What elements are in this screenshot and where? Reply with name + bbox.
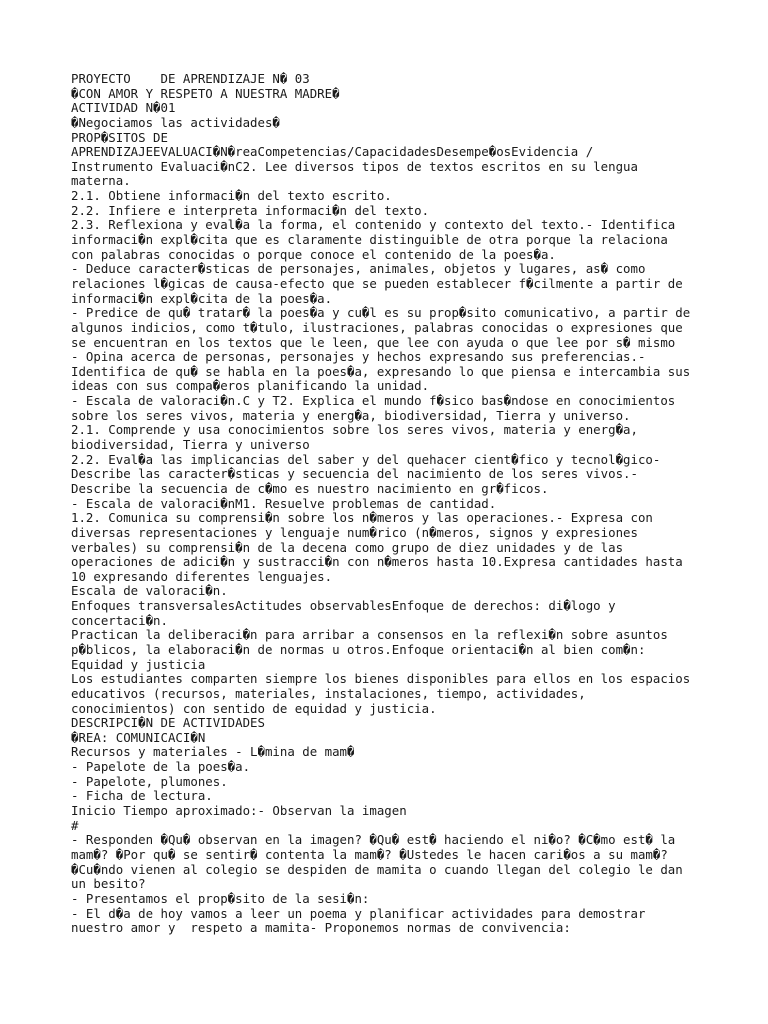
document-line: Describe las caracter�sticas y secuencia del nacimiento de los seres vivos.- [71, 466, 638, 482]
document-line: Practican la deliberaci�n para arribar a consensos en la reflexi�n sobre asuntos [71, 627, 668, 643]
document-line: relaciones l�gicas de causa-efecto que se pueden establecer f�cilmente a partir de [71, 275, 683, 291]
document-body [71, 72, 711, 936]
document-line: - Presentamos el prop�sito de la sesi�n: [71, 890, 370, 906]
document-line: concertaci�n. [71, 612, 168, 628]
document-line: 1.2. Comunica su comprensi�n sobre los n�meros y las operaciones.- Expresa con [71, 510, 653, 526]
document-line: PROYECTO DE APRENDIZAJE N� 03 [71, 71, 310, 86]
document-line: sobre los seres vivos, materia y energ�a, biodiversidad, Tierra y universo. [71, 407, 631, 423]
document-line: p�blicos, la elaboraci�n de normas u otros.Enfoque orientaci�n al bien com�n: [71, 641, 646, 657]
document-line: Los estudiantes comparten siempre los bienes disponibles para ellos en los espacios [71, 671, 691, 687]
document-line: APRENDIZAJEEVALUACI�N�reaCompetencias/CapacidadesDesempe�osEvidencia / [71, 144, 594, 160]
document-line: - Predice de qu� tratar� la poes�a y cu�l es su prop�sito comunicativo, a partir de [71, 305, 691, 321]
document-line: 2.1. Comprende y usa conocimientos sobre los seres vivos, materia y energ�a, [71, 422, 638, 438]
document-line: Equidad y justicia [71, 656, 206, 672]
document-line: un besito? [71, 876, 146, 892]
document-line: informaci�n expl�cita que es claramente distinguible de otra porque la relaciona [71, 232, 668, 248]
document-line: diversas representaciones y lenguaje num�rico (n�meros, signos y expresiones [71, 524, 638, 540]
document-line: - Deduce caracter�sticas de personajes, animales, objetos y lugares, as� como [71, 261, 646, 277]
document-line: DESCRIPCI�N DE ACTIVIDADES [71, 715, 265, 731]
document-line: Enfoques transversalesActitudes observablesEnfoque de derechos: di�logo y [71, 598, 616, 614]
document-line: �REA: COMUNICACI�N [71, 729, 206, 745]
document-line: Escala de valoraci�n. [71, 583, 228, 599]
document-line: informaci�n expl�cita de la poes�a. [71, 290, 333, 306]
document-line: 2.2. Infiere e interpreta informaci�n del texto. [71, 202, 430, 218]
document-line: Inicio Tiempo aproximado:- Observan la imagen [71, 803, 407, 819]
document-line: PROP�SITOS DE [71, 129, 168, 145]
document-line: �CON AMOR Y RESPETO A NUESTRA MADRE� [71, 85, 340, 101]
document-line: Instrumento Evaluaci�nC2. Lee diversos tipos de textos escritos en su lengua [71, 158, 638, 174]
document-line: con palabras conocidas o porque conoce el contenido de la poes�a. [71, 246, 556, 262]
document-line: biodiversidad, Tierra y universo [71, 437, 310, 453]
document-line: - Responden �Qu� observan en la imagen? �Qu� est� haciendo el ni�o? �C�mo est� la [71, 832, 676, 848]
document-line: - Ficha de lectura. [71, 788, 213, 804]
document-line: ideas con sus compa�eros planificando la unidad. [71, 378, 430, 394]
document-line: nuestro amor y respeto a mamita- Proponemos normas de convivencia: [71, 920, 571, 936]
document-line: conocimientos) con sentido de equidad y justicia. [71, 700, 437, 716]
document-line: 2.3. Reflexiona y eval�a la forma, el contenido y contexto del texto.- Identifica [71, 217, 676, 233]
document-line: �Cu�ndo vienen al colegio se despiden de mamita o cuando llegan del colegio le dan [71, 861, 683, 877]
document-line: Recursos y materiales - L�mina de mam� [71, 744, 355, 760]
document-line: - Opina acerca de personas, personajes y hechos expresando sus preferencias.- [71, 349, 646, 365]
document-line: 10 expresando diferentes lenguajes. [71, 568, 333, 584]
document-line: algunos indicios, como t�tulo, ilustraciones, palabras conocidas o expresiones que [71, 319, 683, 335]
document-line: operaciones de adici�n y sustracci�n con n�meros hasta 10.Expresa cantidades hasta [71, 554, 683, 570]
document-line: Describe la secuencia de c�mo es nuestro nacimiento en gr�ficos. [71, 480, 549, 496]
document-line: 2.1. Obtiene informaci�n del texto escrito. [71, 188, 392, 204]
document-line: - Papelote de la poes�a. [71, 759, 251, 775]
document-line: verbales) su comprensi�n de la decena como grupo de diez unidades y de las [71, 539, 624, 555]
document-line: ACTIVIDAD N�01 [71, 100, 176, 116]
document-line: # [71, 817, 79, 833]
document-line: se encuentran en los textos que le leen, que lee con ayuda o que lee por s� mismo [71, 334, 676, 350]
document-line: educativos (recursos, materiales, instalaciones, tiempo, actividades, [71, 685, 586, 701]
document-line: - Papelote, plumones. [71, 773, 228, 789]
document-line: 2.2. Eval�a las implicancias del saber y del quehacer cient�fico y tecnol�gico- [71, 451, 661, 467]
document-line: materna. [71, 173, 131, 189]
document-line: - El d�a de hoy vamos a leer un poema y planificar actividades para demostrar [71, 905, 646, 921]
document-line: Identifica de qu� se habla en la poes�a, expresando lo que piensa e intercambia sus [71, 363, 691, 379]
document-line: mam�? �Por qu� se sentir� contenta la mam�? �Ustedes le hacen cari�os a su mam�? [71, 846, 668, 862]
document-line: - Escala de valoraci�nM1. Resuelve problemas de cantidad. [71, 495, 497, 511]
document-line: - Escala de valoraci�n.C y T2. Explica el mundo f�sico bas�ndose en conocimientos [71, 393, 676, 409]
document-line: �Negociamos las actividades� [71, 114, 280, 130]
